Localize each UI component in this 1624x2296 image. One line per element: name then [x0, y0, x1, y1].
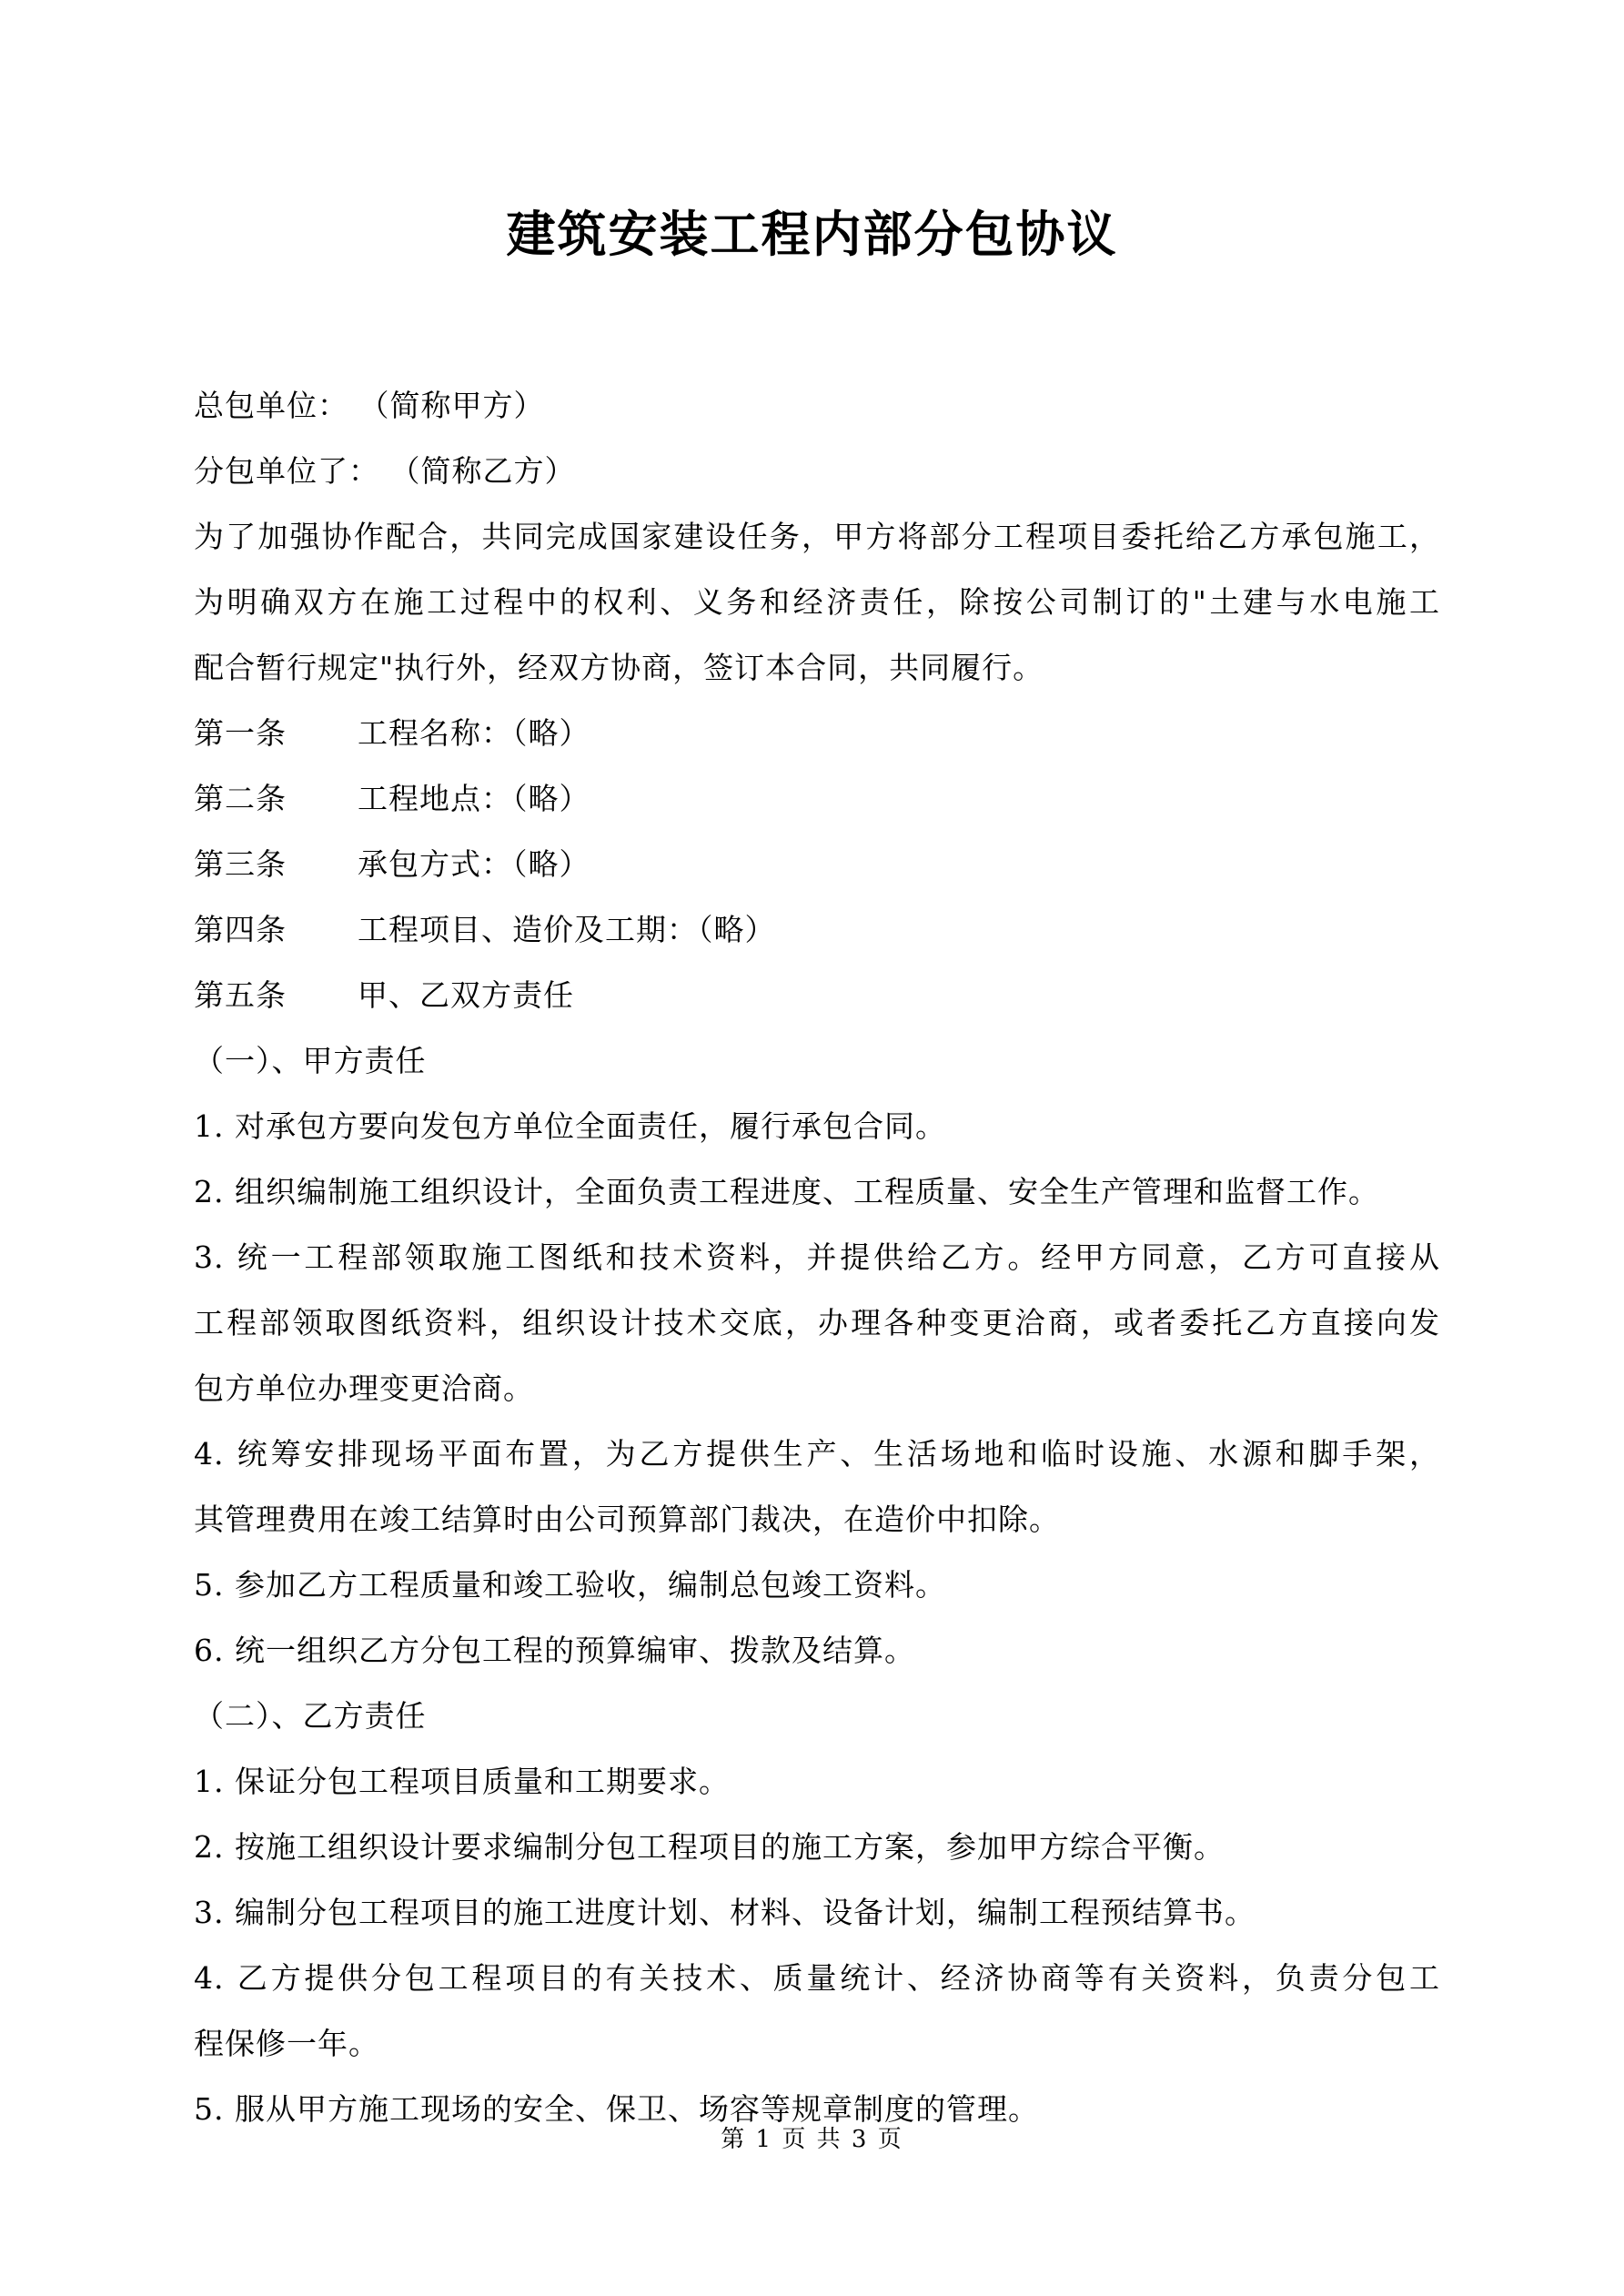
party-a-item: 4. 统筹安排现场平面布置，为乙方提供生产、生活场地和临时设施、水源和脚手架，	[194, 1436, 1440, 1472]
article-line	[194, 832, 1440, 897]
party-a-item: 其管理费用在竣工结算时由公司预算部门裁决，在造价中扣除。	[194, 1502, 1060, 1537]
article-number: 第一条	[194, 715, 287, 751]
article-line	[194, 701, 1440, 766]
party-b-item: 程保修一年。	[194, 2026, 379, 2061]
article-number: 第四条	[194, 912, 287, 947]
party-b-item: 1. 保证分包工程项目质量和工期要求。	[194, 1764, 730, 1799]
article-line	[194, 963, 1440, 1028]
article-text: 工程名称：（略）	[358, 715, 590, 751]
party-a-item: 2. 组织编制施工组织设计，全面负责工程进度、工程质量、安全生产管理和监督工作。	[194, 1174, 1379, 1209]
subcontractor-line: 分包单位了： （简称乙方）	[194, 453, 576, 489]
article-text: 工程地点：（略）	[358, 781, 590, 816]
preamble-line: 为明确双方在施工过程中的权利、义务和经济责任，除按公司制订的"土建与水电施工	[194, 584, 1440, 620]
party-a-item: 5. 参加乙方工程质量和竣工验收，编制总包竣工资料。	[194, 1567, 946, 1603]
article-text: 甲、乙双方责任	[358, 977, 574, 1013]
general-contractor-line: 总包单位： （简称甲方）	[194, 388, 545, 423]
article-text: 承包方式：（略）	[358, 846, 590, 882]
party-a-heading: （一）、甲方责任	[194, 1043, 427, 1078]
article-line	[194, 897, 1440, 963]
document-body	[194, 373, 1440, 2142]
article-number: 第二条	[194, 781, 287, 816]
party-b-item: 2. 按施工组织设计要求编制分包工程项目的施工方案，参加甲方综合平衡。	[194, 1829, 1225, 1865]
party-a-item: 工程部领取图纸资料，组织设计技术交底，办理各种变更洽商，或者委托乙方直接向发	[194, 1305, 1440, 1340]
page-footer: 第 1 页 共 3 页	[721, 2126, 903, 2153]
party-a-item: 包方单位办理变更洽商。	[194, 1371, 534, 1406]
article-text: 工程项目、造价及工期：（略）	[358, 912, 776, 947]
party-a-item: 1. 对承包方要向发包方单位全面责任，履行承包合同。	[194, 1108, 946, 1144]
article-number: 第三条	[194, 846, 287, 882]
preamble-line: 配合暂行规定"执行外，经双方协商，签订本合同，共同履行。	[194, 650, 1044, 685]
article-line	[194, 766, 1440, 832]
party-b-item: 5. 服从甲方施工现场的安全、保卫、场容等规章制度的管理。	[194, 2091, 1039, 2127]
article-number: 第五条	[194, 977, 287, 1013]
party-b-item: 3. 编制分包工程项目的施工进度计划、材料、设备计划，编制工程预结算书。	[194, 1895, 1256, 1930]
preamble-line: 为了加强协作配合，共同完成国家建设任务，甲方将部分工程项目委托给乙方承包施工，	[194, 519, 1440, 554]
party-b-heading: （二）、乙方责任	[194, 1698, 427, 1734]
party-b-item: 4. 乙方提供分包工程项目的有关技术、质量统计、经济协商等有关资料，负责分包工	[194, 1960, 1440, 1996]
party-a-item: 6. 统一组织乙方分包工程的预算编审、拨款及结算。	[194, 1633, 915, 1668]
party-a-item: 3. 统一工程部领取施工图纸和技术资料，并提供给乙方。经甲方同意，乙方可直接从	[194, 1239, 1440, 1275]
document-title: 建筑安装工程内部分包协议	[506, 205, 1118, 263]
